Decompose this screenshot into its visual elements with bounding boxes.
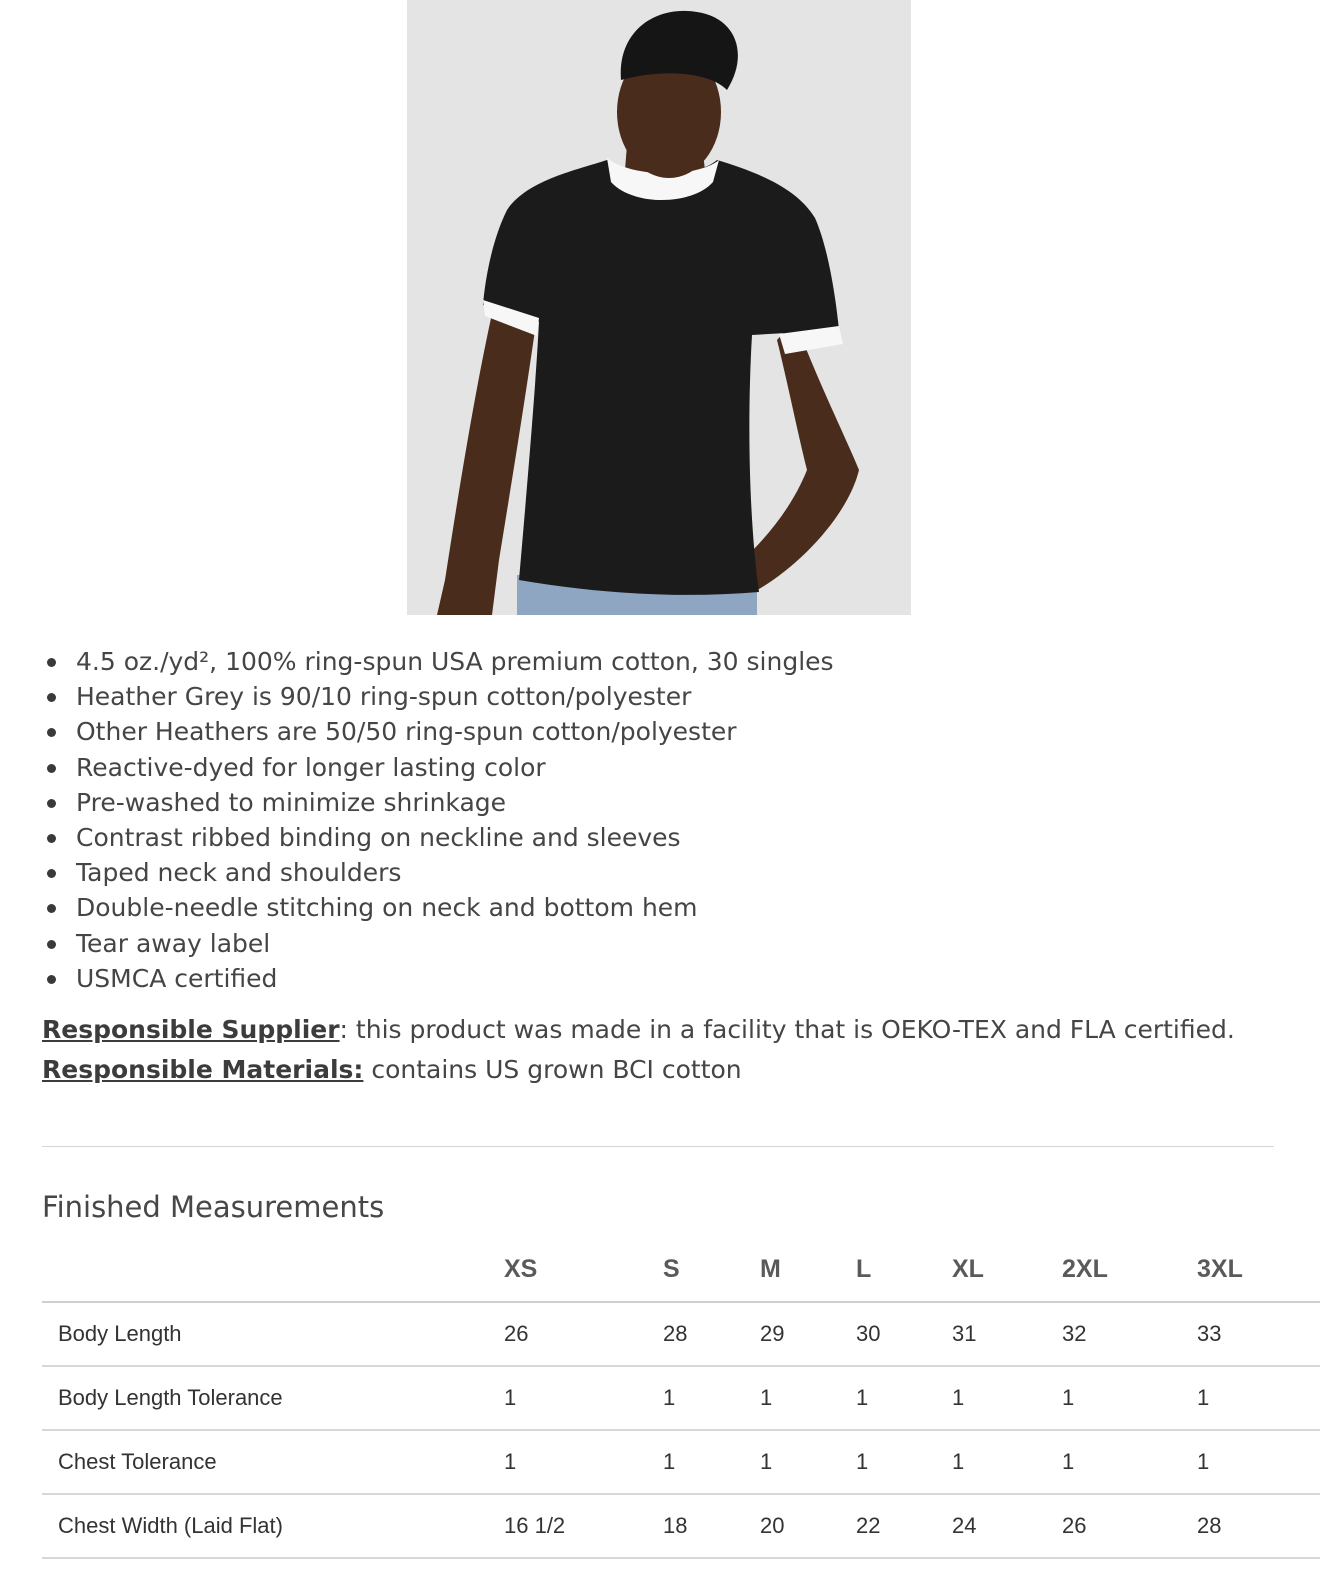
table-header-row	[42, 1253, 1320, 1303]
section-divider	[42, 1146, 1274, 1147]
table-cell: 1	[760, 1385, 773, 1410]
feature-text: Contrast ribbed binding on neckline and sleeves	[76, 823, 681, 853]
table-cell: 33	[1197, 1321, 1222, 1346]
bullet-icon	[47, 693, 56, 702]
table-cell: 1	[663, 1449, 676, 1474]
feature-item	[42, 785, 1282, 820]
feature-item	[42, 679, 1282, 714]
responsible-materials-text: contains US grown BCI cotton	[363, 1055, 742, 1084]
bullet-icon	[47, 940, 56, 949]
table-cell: 1	[952, 1449, 965, 1474]
responsible-supplier-link[interactable]: Responsible Supplier	[42, 1015, 340, 1044]
table-row	[42, 1431, 1320, 1495]
table-cell: 1	[663, 1385, 676, 1410]
bullet-icon	[47, 904, 56, 913]
feature-item	[42, 714, 1282, 749]
feature-item	[42, 644, 1282, 679]
feature-item	[42, 820, 1282, 855]
feature-item	[42, 855, 1282, 890]
table-row	[42, 1495, 1320, 1559]
model-wearing-ringer-tee-illustration	[407, 0, 911, 615]
table-cell: 1	[504, 1449, 517, 1474]
feature-text: Taped neck and shoulders	[76, 858, 402, 888]
table-cell: 1	[1062, 1385, 1075, 1410]
size-header: XS	[504, 1255, 538, 1283]
size-header: XL	[952, 1255, 984, 1283]
bullet-icon	[47, 728, 56, 737]
responsible-sourcing	[42, 1010, 1242, 1090]
feature-list	[42, 644, 1282, 996]
bullet-icon	[47, 869, 56, 878]
feature-text: 4.5 oz./yd², 100% ring-spun USA premium cotton, 30 singles	[76, 647, 834, 676]
row-label: Chest Tolerance	[58, 1449, 217, 1474]
feature-text: Double-needle stitching on neck and bottom hem	[76, 893, 698, 923]
table-cell: 1	[760, 1449, 773, 1474]
table-cell: 28	[663, 1321, 688, 1346]
feature-text: Tear away label	[76, 928, 271, 958]
table-cell: 1	[856, 1449, 869, 1474]
table-cell: 1	[1197, 1385, 1210, 1410]
table-cell: 31	[952, 1321, 977, 1346]
measurements-table	[42, 1253, 1320, 1559]
row-label: Chest Width (Laid Flat)	[58, 1513, 283, 1538]
size-header: 3XL	[1197, 1255, 1243, 1283]
feature-text: USMCA certified	[76, 963, 278, 993]
bullet-icon	[47, 764, 56, 773]
product-photo	[407, 0, 911, 615]
table-cell: 1	[504, 1385, 517, 1410]
bullet-icon	[47, 975, 56, 984]
measurements-title: Finished Measurements	[42, 1190, 385, 1224]
size-header: 2XL	[1062, 1255, 1108, 1283]
responsible-supplier-text: : this product was made in a facility that is OEKO-TEX and FLA certified.	[339, 1015, 1235, 1044]
table-cell: 24	[952, 1513, 977, 1538]
table-cell: 26	[1062, 1513, 1087, 1538]
table-cell: 32	[1062, 1321, 1087, 1346]
table-cell: 22	[856, 1513, 881, 1538]
table-row	[42, 1367, 1320, 1431]
bullet-icon	[47, 799, 56, 808]
feature-text: Pre-washed to minimize shrinkage	[76, 787, 507, 817]
feature-item	[42, 961, 1282, 996]
table-cell: 1	[1062, 1449, 1075, 1474]
table-cell: 28	[1197, 1513, 1222, 1538]
table-cell: 30	[856, 1321, 881, 1346]
size-header: M	[760, 1255, 781, 1283]
bullet-icon	[47, 658, 56, 667]
table-cell: 18	[663, 1513, 688, 1538]
table-row	[42, 1303, 1320, 1367]
size-header: S	[663, 1255, 680, 1283]
table-cell: 1	[856, 1385, 869, 1410]
table-cell: 1	[952, 1385, 965, 1410]
table-cell: 20	[760, 1513, 785, 1538]
table-cell: 16 1/2	[504, 1513, 566, 1538]
feature-text: Reactive-dyed for longer lasting color	[76, 752, 546, 782]
feature-item	[42, 890, 1282, 925]
feature-item	[42, 750, 1282, 785]
feature-text: Other Heathers are 50/50 ring-spun cotton/polyester	[76, 717, 737, 747]
responsible-supplier-line	[42, 1010, 1242, 1050]
bullet-icon	[47, 834, 56, 843]
row-label: Body Length Tolerance	[58, 1385, 283, 1410]
table-cell: 26	[504, 1321, 529, 1346]
size-header: L	[856, 1255, 872, 1283]
table-cell: 29	[760, 1321, 785, 1346]
row-label: Body Length	[58, 1321, 182, 1346]
table-cell: 1	[1197, 1449, 1210, 1474]
responsible-materials-line	[42, 1050, 1242, 1090]
feature-item	[42, 926, 1282, 961]
responsible-materials-link[interactable]: Responsible Materials:	[42, 1055, 364, 1084]
feature-text: Heather Grey is 90/10 ring-spun cotton/polyester	[76, 682, 692, 712]
